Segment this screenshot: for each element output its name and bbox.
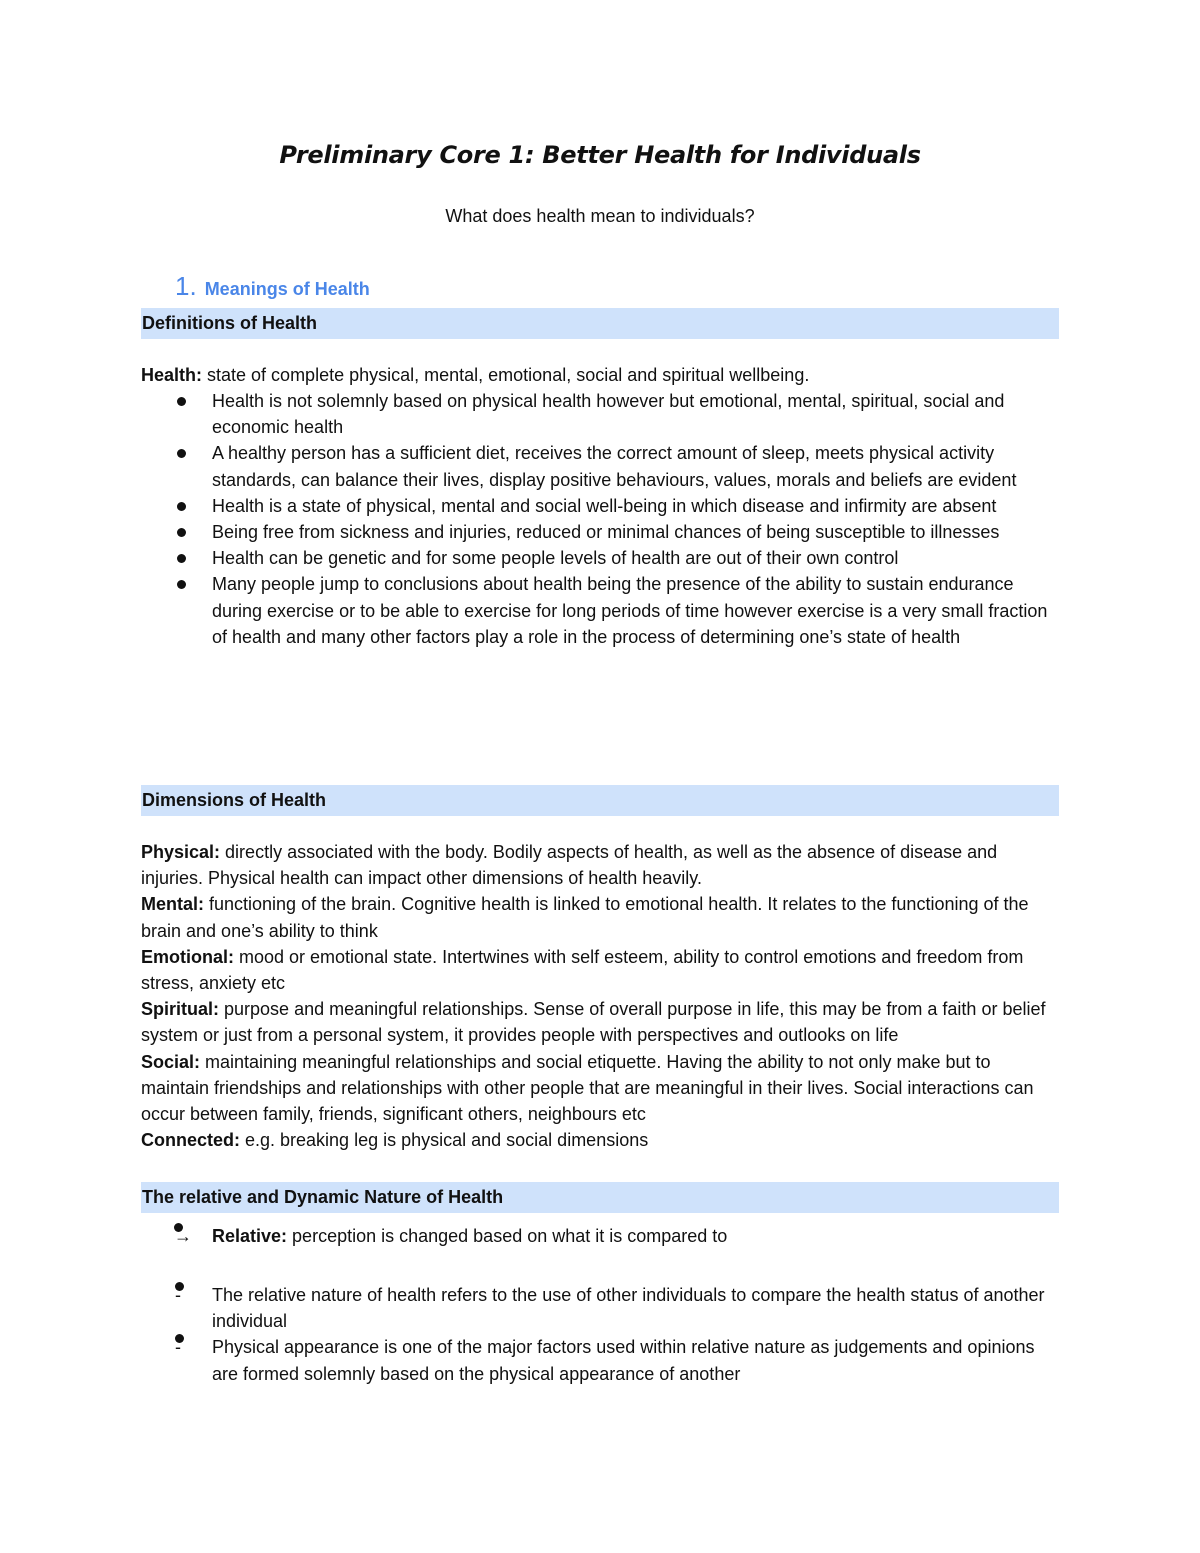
- list-item: Many people jump to conclusions about health being the presence of the ability to sustain endurance during exercise or to be able to exercise for long periods of time however exercise is a very small fraction of health and many other factors play a role in the process of determining one’s state of health: [141, 571, 1063, 650]
- dimension-emotional: Emotional: mood or emotional state. Intertwines with self esteem, ability to control emotions and freedom from stress, anxiety etc: [141, 946, 1024, 994]
- bullet-icon: [177, 580, 186, 589]
- dash-marker: -: [175, 1334, 184, 1343]
- definitions-heading: Definitions of Health: [141, 308, 1059, 339]
- health-term: Health:: [141, 365, 203, 385]
- dash-marker: -: [175, 1282, 184, 1291]
- bullet-icon: [177, 449, 186, 458]
- bullet-icon: [177, 502, 186, 511]
- document-subtitle: What does health mean to individuals?: [445, 206, 755, 226]
- bullet-icon: [177, 397, 186, 406]
- document-title: Preliminary Core 1: Better Health for Individuals: [279, 141, 921, 169]
- relative-dash-list: [141, 1282, 1063, 1387]
- bullet-icon: [177, 554, 186, 563]
- dimension-social: Social: maintaining meaningful relationships and social etiquette. Having the ability to not only make but to maintain friendships and relationships with other people that are meaningful in their lives. Social interactions can occur between family, friends, significant others, neighbours etc: [141, 1051, 1034, 1125]
- list-item: A healthy person has a sufficient diet, receives the correct amount of sleep, meets physical activity standards, can balance their lives, display positive behaviours, values, morals and beliefs are evident: [141, 440, 1063, 492]
- bullet-icon: [177, 528, 186, 537]
- list-item: - Physical appearance is one of the major factors used within relative nature as judgements and opinions are formed solemnly based on the physical appearance of another: [141, 1334, 1063, 1386]
- dimensions-body: [141, 839, 1063, 1153]
- dimension-physical: Physical: directly associated with the body. Bodily aspects of health, as well as the absence of disease and injuries. Physical health can impact other dimensions of health heavily.: [141, 842, 998, 889]
- list-item: Health can be genetic and for some people levels of health are out of their own control: [141, 545, 1063, 571]
- section-heading: [175, 271, 370, 302]
- relative-arrow-wrap: [141, 1223, 1059, 1249]
- section-title: Meanings of Health: [204, 279, 370, 299]
- health-definition: [141, 362, 1059, 388]
- dimension-spiritual: Spiritual: purpose and meaningful relationships. Sense of overall purpose in life, this may be from a faith or belief system or just from a personal system, it provides people with perspectives and outlooks on life: [141, 999, 1046, 1046]
- list-item: → Relative: perception is changed based on what it is compared to: [141, 1223, 1059, 1249]
- definitions-list: [141, 388, 1063, 650]
- relative-dash-wrap: [141, 1282, 1063, 1387]
- list-item: Health is a state of physical, mental and social well-being in which disease and infirmity are absent: [141, 493, 1063, 519]
- relative-arrow-list: [141, 1223, 1059, 1249]
- list-item: Health is not solemnly based on physical health however but emotional, mental, spiritual, social and economic health: [141, 388, 1063, 440]
- health-text: state of complete physical, mental, emotional, social and spiritual wellbeing.: [202, 365, 810, 385]
- dimensions-heading: Dimensions of Health: [141, 785, 1059, 816]
- relative-heading: The relative and Dynamic Nature of Health: [141, 1182, 1059, 1213]
- list-item: - The relative nature of health refers to the use of other individuals to compare the health status of another individual: [141, 1282, 1063, 1334]
- definitions-list-wrap: [141, 388, 1063, 650]
- section-number: 1.: [175, 271, 197, 301]
- list-item: Being free from sickness and injuries, reduced or minimal chances of being susceptible to illnesses: [141, 519, 1063, 545]
- dimension-connected: Connected: e.g. breaking leg is physical and social dimensions: [141, 1130, 649, 1151]
- dimension-mental: Mental: functioning of the brain. Cognitive health is linked to emotional health. It relates to the functioning of the brain and one’s ability to think: [141, 894, 1029, 941]
- arrow-right-icon: →: [174, 1223, 183, 1232]
